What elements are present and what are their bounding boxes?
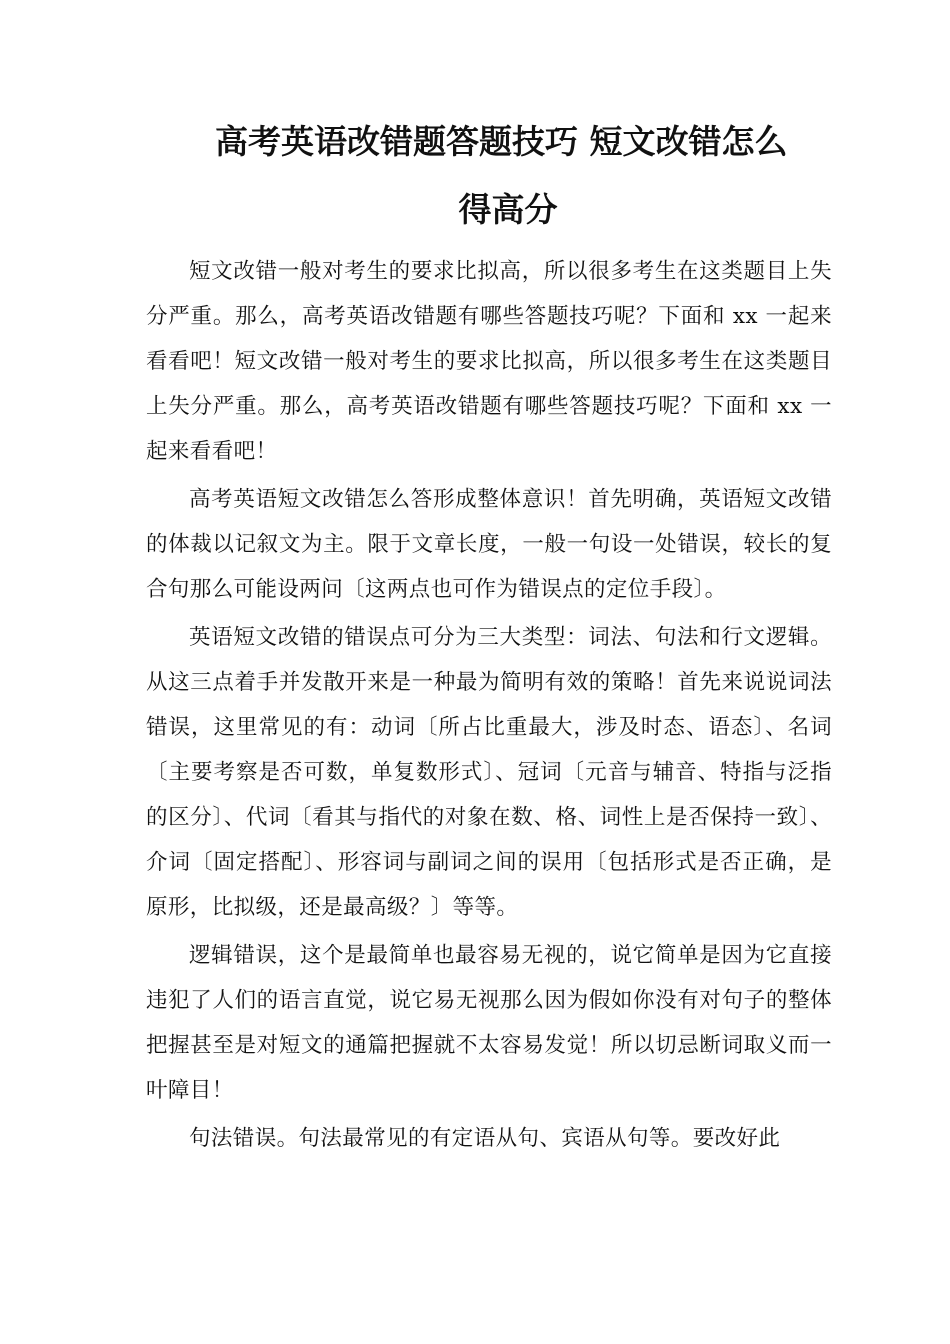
paragraph-overall-awareness: 高考英语短文改错怎么答形成整体意识！首先明确，英语短文改错的体裁以记叙文为主。限于文章长度，一般一句设一处错误，较长的复合句那么可能设两问〔这两点也可作为错误点的定位手段〕。 — [146, 487, 832, 602]
document-body — [146, 249, 832, 1161]
paragraph-intro: 短文改错一般对考生的要求比拟高，所以很多考生在这类题目上失分严重。那么，高考英语改错题有哪些答题技巧呢？下面和 xx 一起来看看吧！短文改错一般对考生的要求比拟高，所以很多考生在这类题目上失分严重。那么，高考英语改错题有哪些答题技巧呢？下面和 xx 一起来看看吧！ — [146, 259, 832, 464]
paragraph-error-types: 英语短文改错的错误点可分为三大类型：词法、句法和行文逻辑。从这三点着手并发散开来是一种最为简明有效的策略！首先来说说词法错误，这里常见的有：动词〔所占比重最大，涉及时态、语态〕、名词〔主要考察是否可数，单复数形式〕、冠词〔元音与辅音、特指与泛指的区分〕、代词〔看其与指代的对象在数、格、词性上是否保持一致〕、介词〔固定搭配〕、形容词与副词之间的误用〔包括形式是否正确，是原形，比拟级，还是最高级？〕等等。 — [146, 625, 832, 920]
paragraph-syntax-errors: 句法错误。句法最常见的有定语从句、宾语从句等。要改好此 — [189, 1126, 781, 1151]
paragraph-logic-errors: 逻辑错误，这个是最简单也最容易无视的，说它简单是因为它直接违犯了人们的语言直觉，说它易无视那么因为假如你没有对句子的整体把握甚至是对短文的通篇把握就不太容易发觉！所以切忌断词取义而一叶障目！ — [146, 943, 832, 1103]
document-title-line-2: 得高分 — [458, 190, 558, 229]
document-title-line-1: 高考英语改错题答题技巧 短文改错怎么 — [215, 122, 788, 161]
